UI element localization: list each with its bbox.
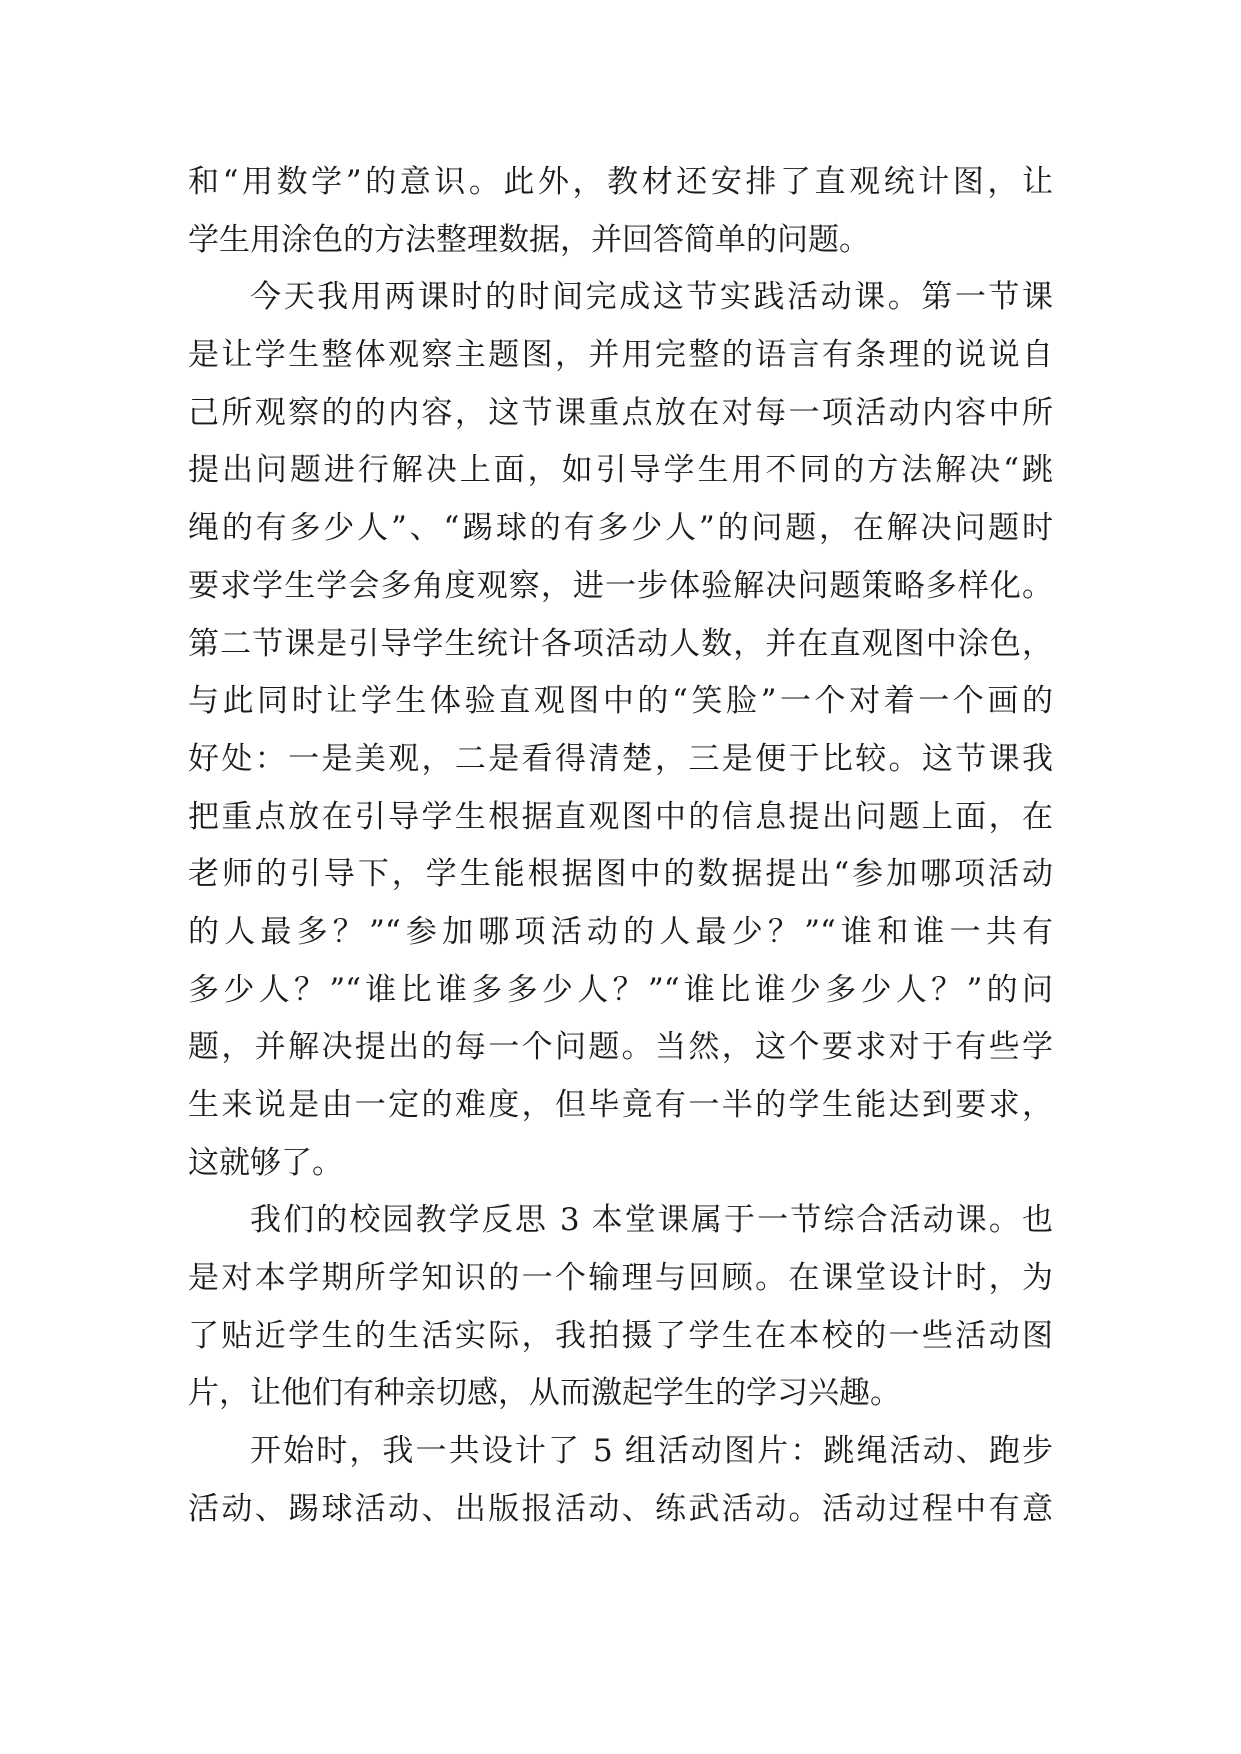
text-line: 了贴近学生的生活实际，我拍摄了学生在本校的一些活动图 [188,1317,1053,1354]
text-line: 片，让他们有种亲切感，从而激起学生的学习兴趣。 [188,1375,901,1412]
text-line: 绳的有多少人”、“踢球的有多少人”的问题，在解决问题时 [188,510,1053,547]
body-text [188,154,1053,1539]
paragraph-first-line: 我们的校园教学反思 3 本堂课属于一节综合活动课。也 [250,1202,1053,1239]
text-line: 是对本学期所学知识的一个输理与回顾。在课堂设计时，为 [188,1260,1053,1297]
text-line: 要求学生学会多角度观察，进一步体验解决问题策略多样化。 [188,567,1053,604]
text-line: 是让学生整体观察主题图，并用完整的语言有条理的说说自 [188,337,1053,374]
text-line: 的人最多？”“参加哪项活动的人最少？”“谁和谁一共有 [188,913,1053,950]
text-line: 与此同时让学生体验直观图中的“笑脸”一个对着一个画的 [188,683,1053,720]
text-line: 提出问题进行解决上面，如引导学生用不同的方法解决“跳 [188,452,1053,489]
text-line: 好处：一是美观，二是看得清楚，三是便于比较。这节课我 [188,740,1053,777]
text-line: 活动、踢球活动、出版报活动、练武活动。活动过程中有意 [188,1490,1053,1527]
text-line: 把重点放在引导学生根据直观图中的信息提出问题上面，在 [188,798,1053,835]
text-line: 多少人？”“谁比谁多多少人？”“谁比谁少多少人？”的问 [188,971,1053,1008]
text-line: 学生用涂色的方法整理数据，并回答简单的问题。 [188,221,870,258]
paragraph-first-line: 开始时，我一共设计了 5 组活动图片：跳绳活动、跑步 [250,1433,1053,1470]
text-line: 这就够了。 [188,1144,343,1181]
text-line: 第二节课是引导学生统计各项活动人数，并在直观图中涂色， [188,625,1053,662]
text-line: 和“用数学”的意识。此外，教材还安排了直观统计图，让 [188,164,1053,200]
text-line: 老师的引导下，学生能根据图中的数据提出“参加哪项活动 [188,856,1053,893]
text-line: 生来说是由一定的难度，但毕竟有一半的学生能达到要求， [188,1087,1053,1123]
paragraph-first-line: 今天我用两课时的时间完成这节实践活动课。第一节课 [250,279,1053,316]
text-line: 题，并解决提出的每一个问题。当然，这个要求对于有些学 [188,1029,1053,1066]
text-line: 己所观察的的内容，这节课重点放在对每一项活动内容中所 [188,394,1053,431]
